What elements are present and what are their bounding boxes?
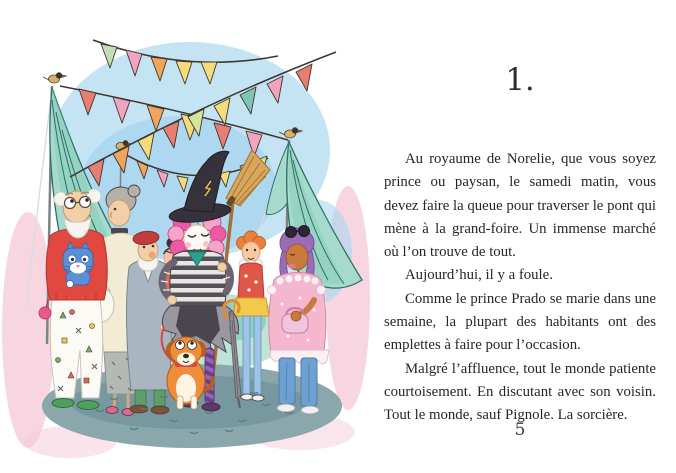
story-paragraph: Au royaume de Norelie, que vous soyez prince ou paysan, le samedi matin, vous devez faire la queue pour traverser le pont qui mène à la grand-foire. Un immense marché où l’on trouve de tout.: [384, 151, 656, 261]
story-paragraph: Comme le prince Prado se marie dans une semaine, la plupart des habitants ont des emplettes à faire pour l’occasion.: [384, 290, 656, 354]
text-page: [370, 0, 676, 473]
story-text: [384, 148, 656, 428]
story-paragraph: Aujourd’hui, il y a foule.: [405, 267, 553, 284]
cat-motif: [63, 242, 93, 288]
story-paragraph: Malgré l’affluence, tout le monde patiente courtoisement. En discutant avec son voisin. Tout le monde, sauf Pignole. La sorcière.: [384, 360, 656, 424]
chapter-number: 1.: [505, 62, 535, 98]
page-number: 5: [514, 420, 526, 440]
